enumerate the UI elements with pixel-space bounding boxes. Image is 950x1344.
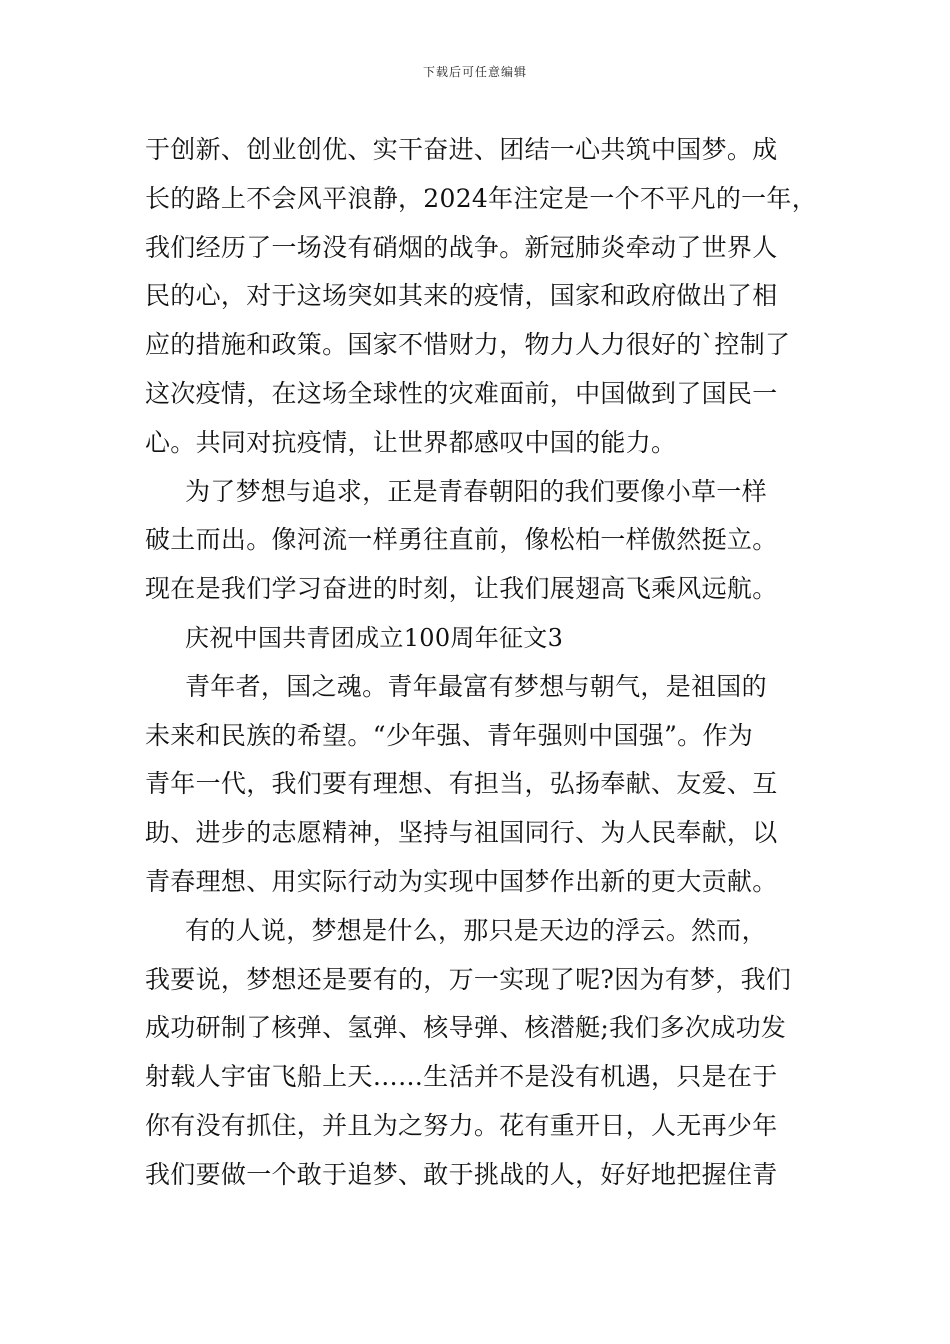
text-line: 我要说，梦想还是要有的，万一实现了呢?因为有梦，我们: [145, 964, 792, 994]
text-line: 长的路上不会风平浪静，2024年注定是一个不平凡的一年，: [145, 183, 818, 213]
paragraph-first-line: 为了梦想与追求，正是青春朝阳的我们要像小草一样: [185, 476, 767, 506]
text-line: 你有没有抓住，并且为之努力。花有重开日，人无再少年: [145, 1110, 778, 1140]
text-line: 青春理想、用实际行动为实现中国梦作出新的更大贡献。: [145, 866, 778, 896]
text-line: 民的心，对于这场突如其来的疫情，国家和政府做出了相: [145, 281, 778, 311]
text-line: 现在是我们学习奋进的时刻，让我们展翅高飞乘风远航。: [145, 574, 778, 604]
text-line: 应的措施和政策。国家不惜财力，物力人力很好的`控制了: [145, 330, 791, 360]
text-line: 助、进步的志愿精神，坚持与祖国同行、为人民奉献，以: [145, 818, 778, 848]
text-line: 我们经历了一场没有硝烟的战争。新冠肺炎牵动了世界人: [145, 232, 778, 262]
section-title: 庆祝中国共青团成立100周年征文3: [185, 623, 564, 652]
text-line: 未来和民族的希望。“少年强、青年强则中国强”。作为: [145, 720, 754, 750]
text-line: 我们要做一个敢于追梦、敢于挑战的人，好好地把握住青: [145, 1159, 778, 1189]
document-body: [145, 126, 825, 1200]
text-line: 破土而出。像河流一样勇往直前，像松柏一样傲然挺立。: [145, 525, 778, 555]
paragraph-first-line: 有的人说，梦想是什么，那只是天边的浮云。然而，: [185, 915, 767, 945]
text-line: 这次疫情，在这场全球性的灾难面前，中国做到了国民一: [145, 378, 778, 408]
text-line: 成功研制了核弹、氢弹、核导弹、核潜艇;我们多次成功发: [145, 1013, 787, 1043]
text-line: 射载人宇宙飞船上天……生活并不是没有机遇，只是在于: [145, 1062, 778, 1092]
paragraph-first-line: 青年者，国之魂。青年最富有梦想与朝气，是祖国的: [185, 671, 767, 701]
text-line: 青年一代，我们要有理想、有担当，弘扬奉献、友爱、互: [145, 769, 778, 799]
page-header-note: 下载后可任意编辑: [422, 65, 527, 79]
text-line: 心。共同对抗疫情，让世界都感叹中国的能力。: [145, 427, 677, 457]
text-line: 于创新、创业创优、实干奋进、团结一心共筑中国梦。成: [145, 135, 778, 164]
